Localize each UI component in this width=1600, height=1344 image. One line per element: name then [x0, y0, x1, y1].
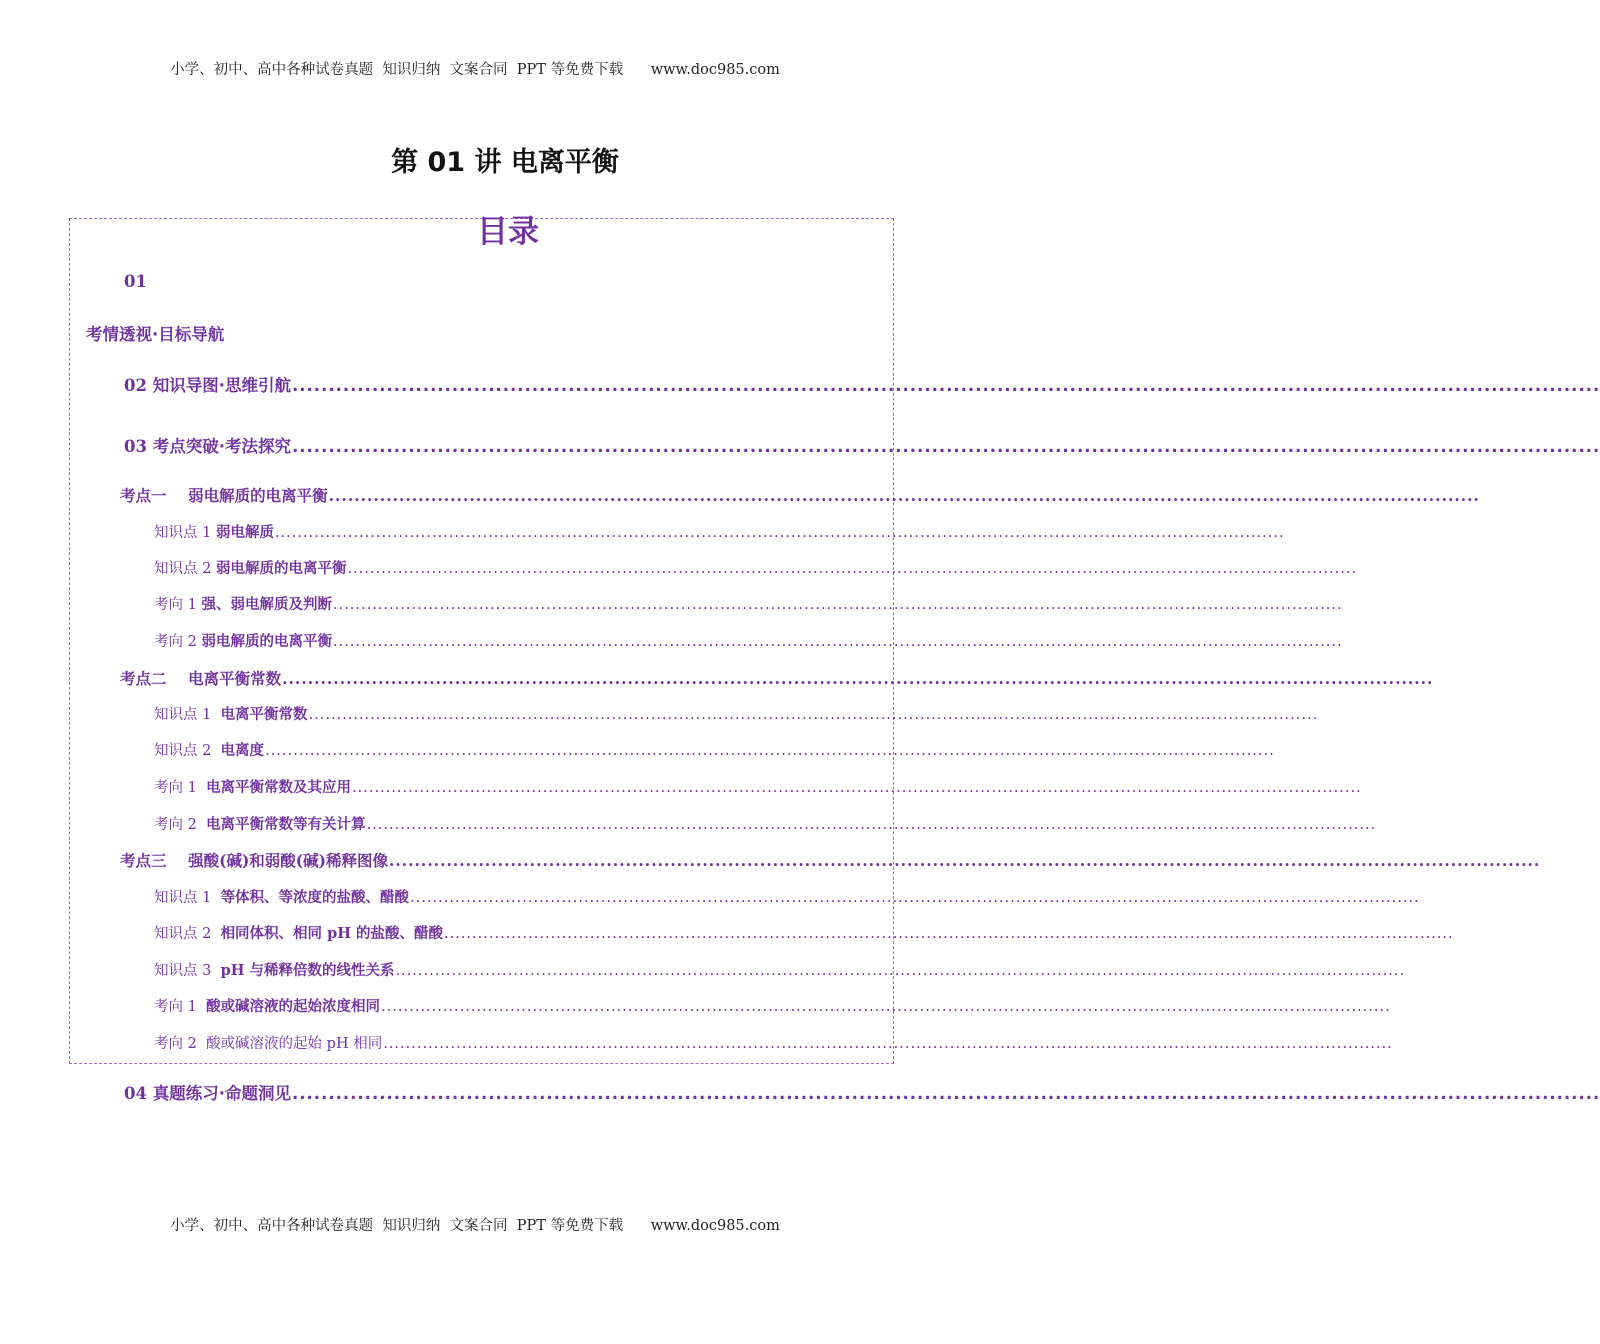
toc-item[interactable]: [154, 995, 1391, 1016]
toc-heading: 目录: [477, 214, 539, 250]
toc-section-label: 真题练习·命题洞见: [152, 1084, 291, 1103]
toc-item[interactable]: [154, 886, 1420, 907]
toc-item-prefix: 考点一: [120, 486, 167, 505]
toc-section-label: 知识导图·思维引航: [152, 376, 291, 395]
toc-item[interactable]: [154, 813, 1377, 834]
toc-item-prefix: 知识点 1: [154, 707, 212, 723]
toc-item-prefix: 考向 1: [154, 999, 197, 1015]
toc-kaodian-2[interactable]: [120, 667, 1434, 689]
toc-leader-dots: ....................................................................................................................................................................................: [328, 486, 1480, 505]
toc-item-prefix: 考向 1: [154, 780, 197, 796]
page-footer: 小学、初中、高中各种试卷真题 知识归纳 文案合同 PPT 等免费下载 www.doc985.com: [170, 1218, 780, 1234]
toc-section-03[interactable]: [124, 433, 1600, 457]
toc-leader-dots: ....................................................................................................................................................................................: [308, 707, 1319, 723]
toc-item[interactable]: [154, 630, 1343, 651]
toc-leader-dots: ....................................................................................................................................................................................: [274, 525, 1285, 541]
toc-leader-dots: ....................................................................................................................................................................................: [292, 376, 1600, 395]
toc-item-text: 等体积、等浓度的盐酸、醋酸: [220, 889, 410, 906]
toc-leader-dots: ....................................................................................................................................................................................: [410, 890, 1420, 906]
toc-leader-dots: ....................................................................................................................................................................................: [332, 634, 1343, 650]
toc-section-label: 考点突破·考法探究: [152, 437, 291, 456]
toc-item-text: 酸或碱溶液的起始浓度相同: [206, 998, 381, 1015]
toc-kaodian-3[interactable]: [120, 849, 1541, 871]
toc-section-01-number: 01: [124, 272, 147, 291]
toc-item-text: 弱电解质的电离平衡: [215, 560, 347, 577]
toc-item[interactable]: [154, 739, 1275, 760]
toc-item-text: 弱电解质: [215, 524, 274, 541]
toc-item-text: 强、弱电解质及判断: [201, 596, 332, 613]
toc-item-text: 电离平衡常数等有关计算: [206, 816, 366, 833]
toc-item-text: 电离平衡常数及其应用: [206, 779, 352, 796]
toc-leader-dots: ....................................................................................................................................................................................: [381, 999, 1391, 1015]
toc-item-prefix: 考点三: [120, 851, 167, 870]
toc-item[interactable]: [154, 557, 1358, 578]
toc-leader-dots: ....................................................................................................................................................................................: [292, 437, 1600, 456]
toc-item-text: 相同体积、相同 pH 的盐酸、醋酸: [220, 925, 443, 942]
toc-item[interactable]: [154, 959, 1406, 980]
toc-leader-dots: ....................................................................................................................................................................................: [383, 1036, 1393, 1052]
toc-leader-dots: ....................................................................................................................................................................................: [347, 561, 1358, 577]
toc-item-text: pH 与稀释倍数的线性关系: [220, 962, 395, 979]
toc-leader-dots: ....................................................................................................................................................................................: [292, 1084, 1600, 1103]
toc-section-01-label[interactable]: 考情透视·目标导航: [86, 325, 225, 344]
page-header: 小学、初中、高中各种试卷真题 知识归纳 文案合同 PPT 等免费下载 www.doc985.com: [170, 62, 780, 78]
toc-leader-dots: ....................................................................................................................................................................................: [282, 669, 1434, 688]
toc-section-number: 02: [124, 376, 147, 395]
toc-item-text: 酸或碱溶液的起始 pH 相同: [206, 1036, 383, 1052]
toc-item[interactable]: [154, 521, 1285, 542]
toc-item-prefix: 知识点 2: [154, 926, 212, 942]
toc-item-prefix: 考向 1: [154, 597, 197, 613]
toc-item-prefix: 考向 2: [154, 634, 197, 650]
toc-section-number: 03: [124, 437, 147, 456]
toc-leader-dots: ....................................................................................................................................................................................: [352, 780, 1362, 796]
toc-item-prefix: 考向 2: [154, 817, 197, 833]
toc-leader-dots: ....................................................................................................................................................................................: [366, 817, 1377, 833]
toc-leader-dots: ....................................................................................................................................................................................: [388, 851, 1541, 870]
toc-item-text: 强酸(碱)和弱酸(碱)稀释图像: [188, 851, 388, 870]
toc-item-text: 弱电解质的电离平衡: [201, 633, 332, 650]
toc-item-text: 电离平衡常数: [188, 669, 282, 688]
toc-item-prefix: 考向 2: [154, 1036, 197, 1052]
toc-item-prefix: 知识点 2: [154, 743, 212, 759]
toc-item[interactable]: [154, 922, 1454, 943]
toc-item[interactable]: [154, 776, 1362, 797]
toc-leader-dots: ....................................................................................................................................................................................: [265, 743, 1275, 759]
toc-leader-dots: ....................................................................................................................................................................................: [444, 926, 1454, 942]
toc-item[interactable]: [154, 703, 1319, 724]
toc-item-prefix: 知识点 1: [154, 525, 212, 541]
toc-item-prefix: 考点二: [120, 669, 167, 688]
toc-section-number: 04: [124, 1084, 147, 1103]
toc-item-prefix: 知识点 3: [154, 963, 212, 979]
toc-leader-dots: ....................................................................................................................................................................................: [332, 597, 1343, 613]
toc-item-text: 电离度: [220, 742, 265, 759]
toc-leader-dots: ....................................................................................................................................................................................: [395, 963, 1406, 979]
page-title: 第 01 讲 电离平衡: [391, 147, 619, 178]
toc-item-text: 电离平衡常数: [220, 706, 308, 723]
toc-item-prefix: 知识点 2: [154, 561, 212, 577]
toc-item[interactable]: [154, 1032, 1393, 1053]
toc-section-04[interactable]: [124, 1080, 1600, 1104]
toc-section-02[interactable]: [124, 372, 1600, 396]
toc-item-prefix: 知识点 1: [154, 890, 212, 906]
toc-item[interactable]: [154, 593, 1343, 614]
toc-kaodian-1[interactable]: [120, 484, 1480, 506]
toc-item-text: 弱电解质的电离平衡: [188, 486, 328, 505]
